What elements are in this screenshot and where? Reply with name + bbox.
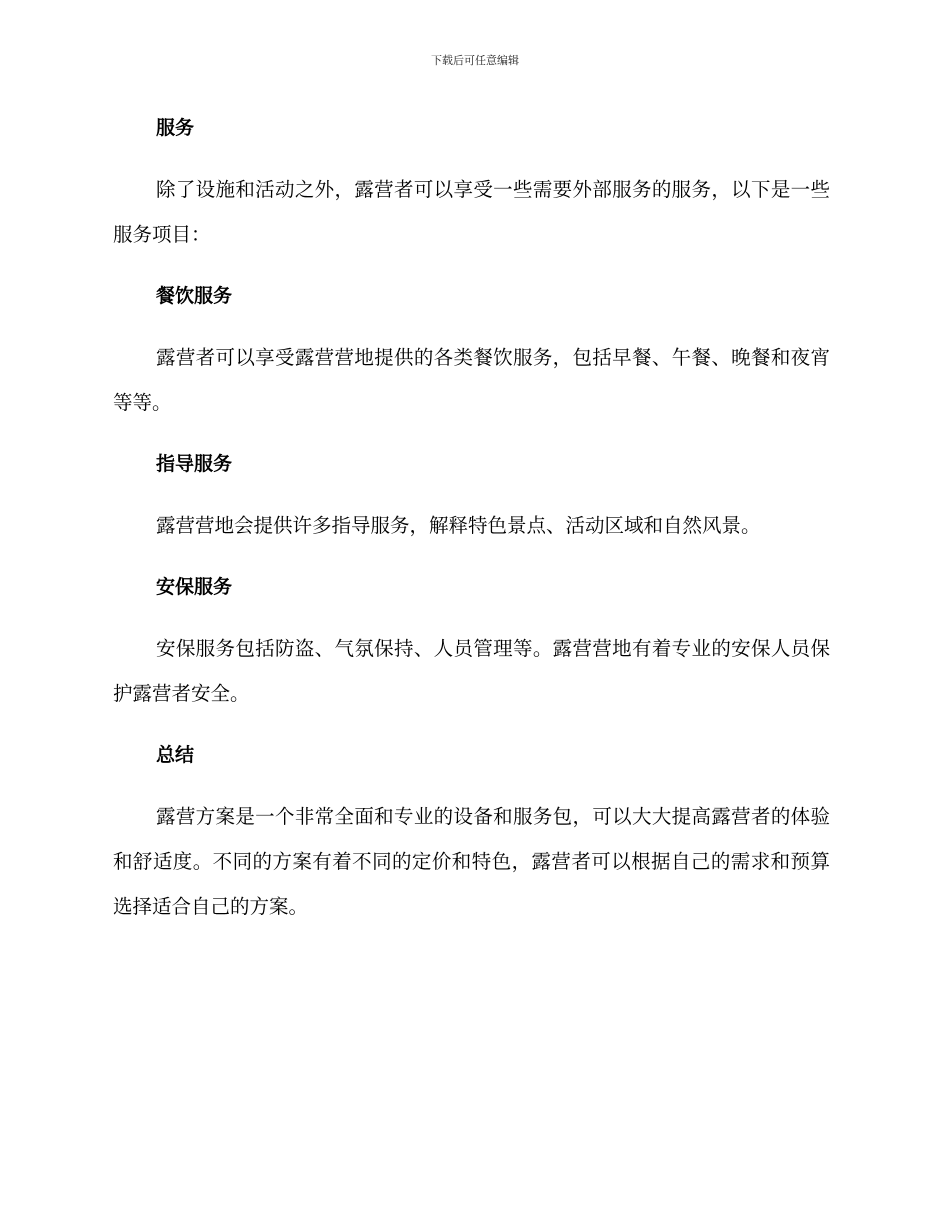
section-heading-services: 服务 [156, 117, 195, 139]
section-heading-summary: 总结 [156, 744, 195, 766]
section-heading-security: 安保服务 [156, 576, 233, 598]
section-paragraph-catering: 露营者可以享受露营营地提供的各类餐饮服务，包括早餐、午餐、晚餐和夜宵等等。 [113, 346, 830, 414]
page-header: 下载后可任意编辑 [431, 54, 519, 67]
section-paragraph-summary: 露营方案是一个非常全面和专业的设备和服务包，可以大大提高露营者的体验和舒适度。不同的方案有着不同的定价和特色，露营者可以根据自己的需求和预算选择适合自己的方案。 [113, 805, 830, 918]
document-body [113, 110, 830, 929]
section-heading-guidance: 指导服务 [156, 453, 233, 475]
section-heading-catering: 餐饮服务 [156, 285, 233, 307]
section-paragraph-services: 除了设施和活动之外，露营者可以享受一些需要外部服务的服务，以下是一些服务项目： [113, 178, 830, 246]
section-paragraph-guidance: 露营营地会提供许多指导服务，解释特色景点、活动区域和自然风景。 [156, 514, 761, 537]
section-paragraph-security: 安保服务包括防盗、气氛保持、人员管理等。露营营地有着专业的安保人员保护露营者安全。 [113, 637, 830, 705]
